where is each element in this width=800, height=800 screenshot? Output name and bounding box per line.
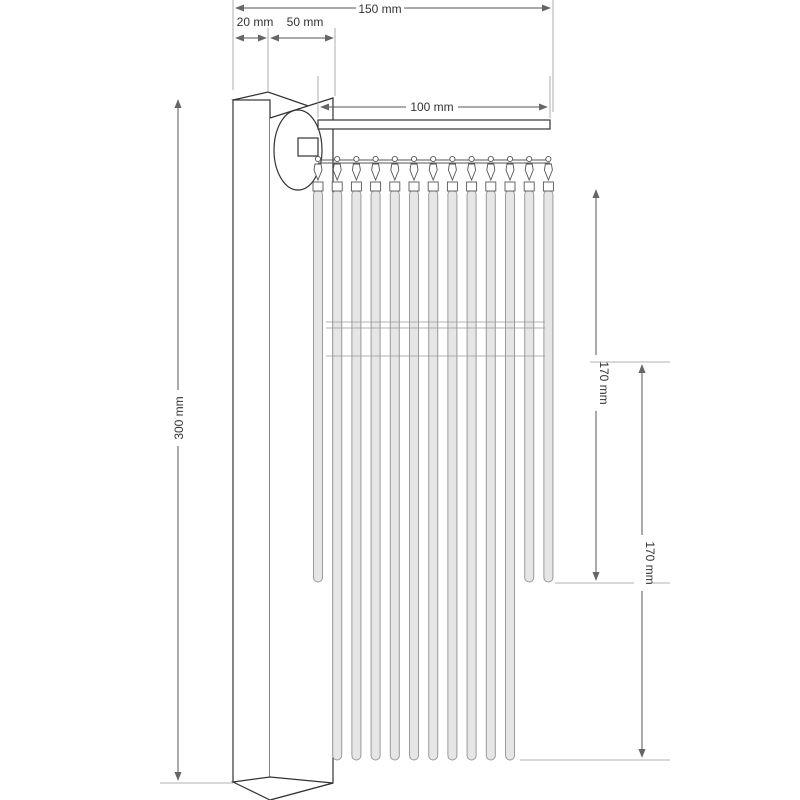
rod-hanger-clip [544, 164, 552, 180]
rod-hanger-knob [469, 156, 474, 161]
rod-hanger-clip [352, 164, 360, 180]
label-short-rod-drop: 170 mm [597, 361, 611, 405]
rod-hanger-clip [410, 164, 418, 180]
crystal-rod [467, 190, 476, 760]
dimension-short-rod-drop [555, 190, 670, 583]
rod-cap [428, 182, 438, 191]
dimension-long-rod-drop [520, 362, 670, 760]
rod-hanger-knob [315, 156, 320, 161]
rod-cap [409, 182, 419, 191]
rod-hanger-knob [488, 156, 493, 161]
rod-cap [313, 182, 323, 191]
mounting-disc [274, 110, 322, 190]
crystal-rod [410, 190, 419, 760]
rod-hanger-clip [429, 164, 437, 180]
rod-hanger-knob [450, 156, 455, 161]
crystal-rod [486, 190, 495, 760]
rod-cap [351, 182, 361, 191]
dimension-height [160, 100, 233, 783]
rod-hanger-clip [448, 164, 456, 180]
crystal-rod [390, 190, 399, 760]
crystal-rod [314, 190, 323, 582]
rod-cap [332, 182, 342, 191]
crystal-rod [506, 190, 515, 760]
rod-cap [524, 182, 534, 191]
rod-hanger-clip [372, 164, 380, 180]
rod-hanger-clip [487, 164, 495, 180]
crystal-rod [544, 190, 553, 582]
crystal-rod [525, 190, 534, 582]
rod-cap [447, 182, 457, 191]
dimension-bar-length [318, 76, 550, 118]
dimension-wall-plate-depth [236, 15, 273, 92]
label-wall-plate-depth: 20 mm [236, 15, 274, 29]
rod-hanger-knob [354, 156, 359, 161]
label-bar-length: 100 mm [410, 100, 454, 114]
label-long-rod-drop: 170 mm [643, 541, 657, 585]
rod-hanger-knob [507, 156, 512, 161]
rod-cap [371, 182, 381, 191]
rod-hanger-knob [431, 156, 436, 161]
rod-cap [543, 182, 553, 191]
dimension-total-width [233, 0, 553, 112]
label-height: 300 mm [172, 396, 186, 440]
rod-cap [505, 182, 515, 191]
rod-hanger-clip [333, 164, 341, 180]
label-total-width: 150 mm [358, 2, 402, 16]
rod-hanger-knob [373, 156, 378, 161]
label-offset: 50 mm [286, 15, 324, 29]
crystal-rod [429, 190, 438, 760]
dimension-offset [271, 15, 335, 96]
rod-cap [486, 182, 496, 191]
crystal-rod [352, 190, 361, 760]
rod-hanger-knob [335, 156, 340, 161]
crystal-rod [333, 190, 342, 760]
rod-hanger-clip [391, 164, 399, 180]
crystal-rods [313, 156, 553, 760]
rod-hanger-clip [468, 164, 476, 180]
crystal-rod [448, 190, 457, 760]
rod-hanger-clip [525, 164, 533, 180]
rod-hanger-knob [527, 156, 532, 161]
rod-hanger-knob [546, 156, 551, 161]
rod-hanger-knob [411, 156, 416, 161]
rod-hanger-clip [506, 164, 514, 180]
rod-cap [467, 182, 477, 191]
crystal-rod [371, 190, 380, 760]
rod-cap [390, 182, 400, 191]
rod-hanger-knob [392, 156, 397, 161]
